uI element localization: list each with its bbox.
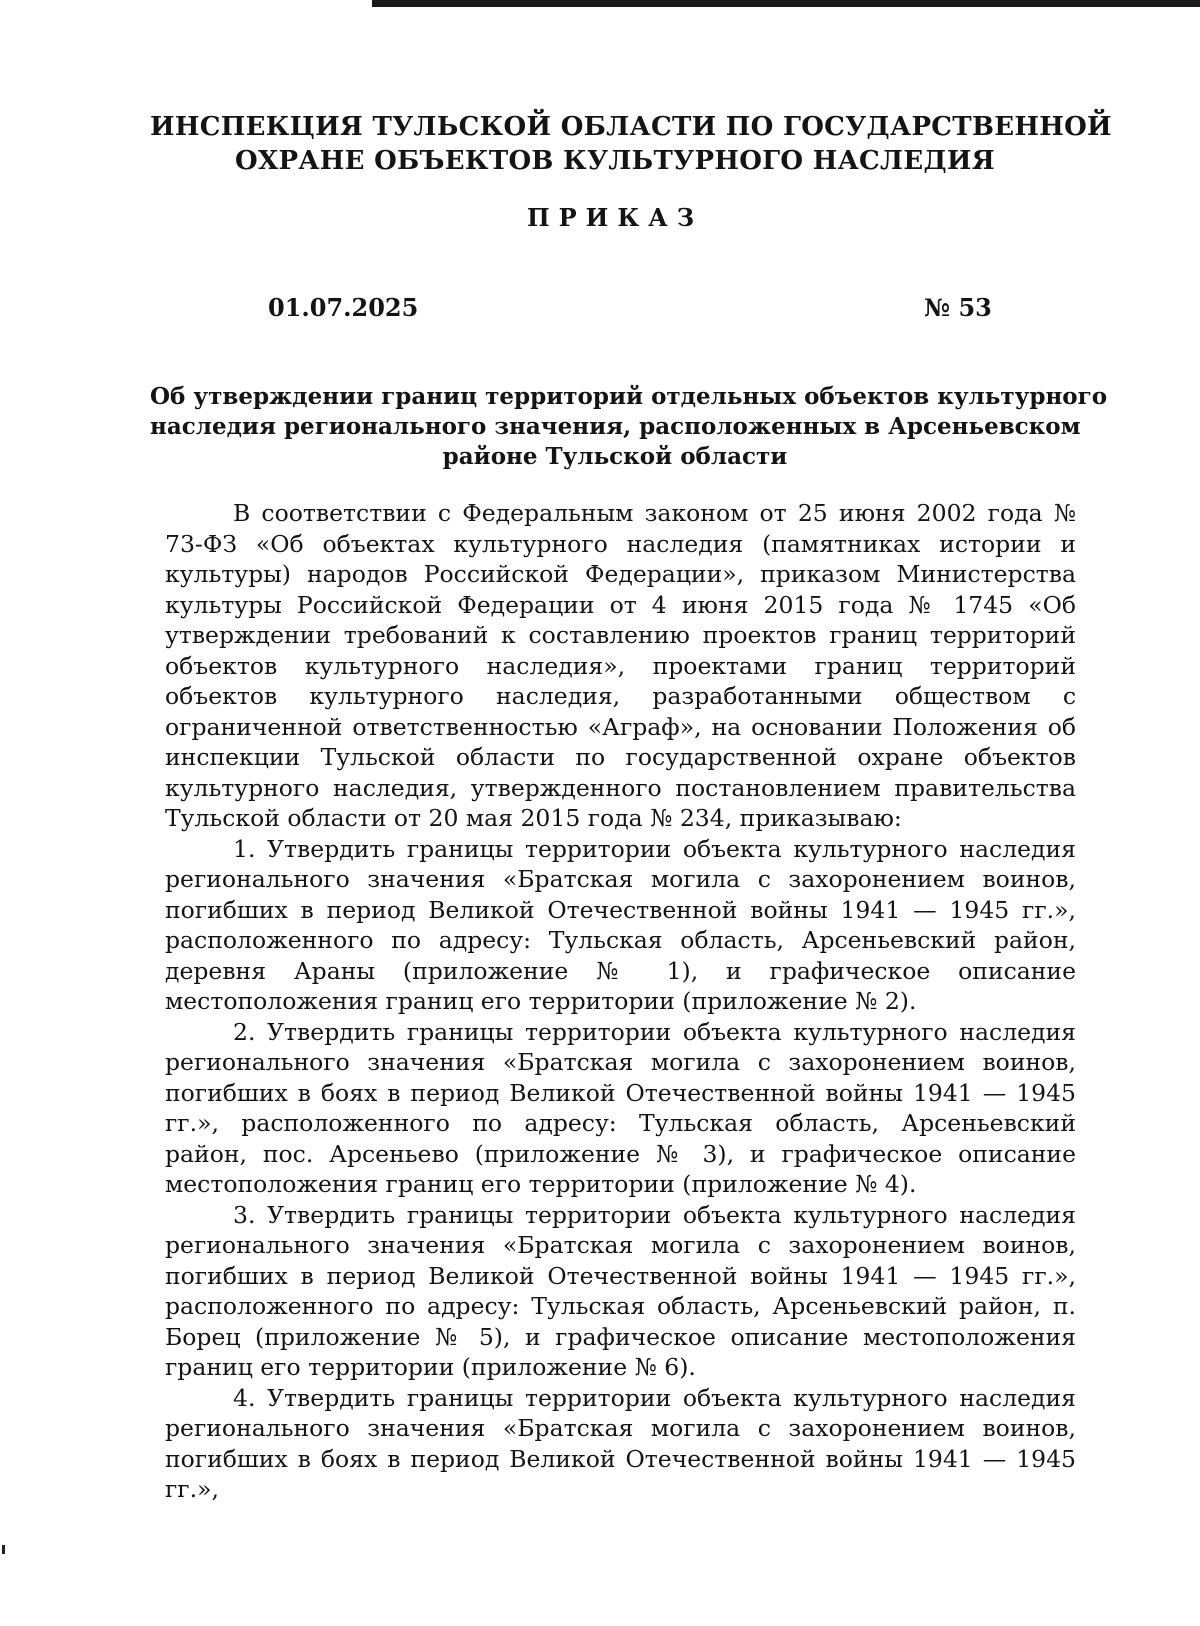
- order-item-3: 3. Утвердить границы территории объекта культурного наследия регионального значения «Братская могила с захоронением воинов, погибших в период Великой Отечественной войны 1941 — 1945 гг.», расположенного по адресу: Тульская область, Арсеньевский район, п. Борец (приложение № 5), и графическое описание местоположения границ его территории (приложение № 6).: [165, 1200, 1076, 1381]
- organization-header-line: ИНСПЕКЦИЯ ТУЛЬСКОЙ ОБЛАСТИ ПО ГОСУДАРСТВЕННОЙ: [150, 112, 1112, 142]
- preamble-paragraph: В соответствии с Федеральным законом от 25 июня 2002 года № 73-ФЗ «Об объектах культурного наследия (памятниках истории и культуры) народов Российской Федерации», приказом Министерства культуры Российской Федерации от 4 июня 2015 года № 1745 «Об утверждении требований к составлению проектов границ территорий объектов культурного наследия», проектами границ территорий объектов культурного наследия, разработанными обществом с ограниченной ответственностью «Аграф», на основании Положения об инспекции Тульской области по государственной охране объектов культурного наследия, утвержденного постановлением правительства Тульской области от 20 мая 2015 года № 234, приказываю:: [165, 499, 1076, 832]
- order-item-2: 2. Утвердить границы территории объекта культурного наследия регионального значения «Братская могила с захоронением воинов, погибших в боях в период Великой Отечественной войны 1941 — 1945 гг.», расположенного по адресу: Тульская область, Арсеньевский район, пос. Арсеньево (приложение № 3), и графическое описание местоположения границ его территории (приложение № 4).: [165, 1017, 1076, 1198]
- document-subject: [150, 382, 1108, 472]
- document-body: [165, 498, 1076, 1505]
- subject-line: наследия регионального значения, расположенных в Арсеньевском: [150, 413, 1081, 440]
- scan-top-edge: [372, 0, 1200, 7]
- document-date: 01.07.2025: [268, 293, 419, 322]
- organization-header: [150, 110, 1112, 178]
- document-number: № 53: [924, 293, 992, 322]
- organization-header-line: ОХРАНЕ ОБЪЕКТОВ КУЛЬТУРНОГО НАСЛЕДИЯ: [235, 146, 995, 176]
- subject-line: районе Тульской области: [442, 443, 788, 470]
- order-item-4: 4. Утвердить границы территории объекта культурного наследия регионального значения «Братская могила с захоронением воинов, погибших в боях в период Великой Отечественной войны 1941 — 1945 гг.»,: [165, 1383, 1076, 1503]
- document-type: ПРИКАЗ: [526, 203, 704, 232]
- subject-line: Об утверждении границ территорий отдельных объектов культурного: [150, 383, 1108, 410]
- scan-artifact: [2, 1545, 5, 1554]
- order-item-1: 1. Утвердить границы территории объекта культурного наследия регионального значения «Братская могила с захоронением воинов, погибших в период Великой Отечественной войны 1941 — 1945 гг.», расположенного по адресу: Тульская область, Арсеньевский район, деревня Араны (приложение № 1), и графическое описание местоположения границ его территории (приложение № 2).: [165, 834, 1076, 1015]
